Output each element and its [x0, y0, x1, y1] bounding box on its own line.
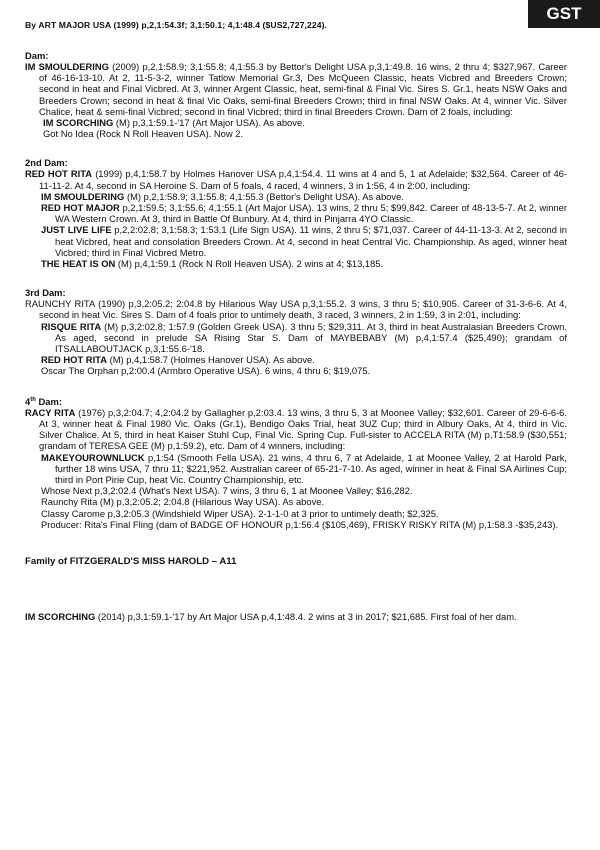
pedigree-entry [25, 168, 567, 190]
horse-name: IM SMOULDERING [41, 190, 125, 202]
fourth-dam-entries [25, 407, 567, 530]
horse-name: RED HOT RITA [41, 354, 107, 366]
horse-name: RED HOT RITA [25, 168, 93, 180]
pedigree-entry [25, 258, 567, 269]
entry-text: Producer: Rita's Final Fling (dam of BADGE OF HONOUR p,1:56.4 ($105,469), FRISKY RISKY RITA (M) p,1:58.3 -$35,243). [41, 518, 559, 530]
entry-text: (1999) p,4,1:58.7 by Holmes Hanover USA p,4,1:54.4. 11 wins at 4 and 5, 1 at Adelaide; $32,564. Career of 46-11-11-2. At 4, second in SA Heroine S. Dam of 5 foals, 4 raced, 4 winners, 3 in 1:56, 4 in 2:00, including: [39, 168, 567, 191]
pedigree-entry [25, 519, 567, 530]
third-dam-entries [25, 298, 567, 376]
entry-text: Oscar The Orphan p,2:00.4 (Armbro Operative USA). 6 wins, 4 thru 6; $19,075. [41, 365, 371, 377]
entry-text: p,2,1:59.5; 3,1:55.6; 4,1:55.1 (Art Major USA). 13 wins, 2 thru 5; $99,842. Career of 48-13-5-7. At 2, winner WA Western Crown. At 3, third in Battle Of Bunbury. At 4, third in Pinjarra 4YO Classic. [55, 202, 567, 225]
horse-name: MAKEYOUROWNLUCK [41, 451, 145, 463]
pedigree-entry [25, 354, 567, 365]
entry-text: p,1:54 (Smooth Fella USA). 21 wins, 4 thru 6, 7 at Adelaide, 1 at Moonee Valley, 2 at Harold Park, further 18 wins USA, 7 thru 11; $221,952. Australian career of 65-21-7-10. As aged, winner in heat & Final SA Airlines Cup; third in Port Pirie Cup, heat Vic. Country Championship, etc. [55, 451, 567, 486]
final-entry-name: IM SCORCHING [25, 611, 96, 623]
horse-name: JUST LIVE LIFE [41, 224, 112, 236]
final-entry-text: (2014) p,3,1:59.1-'17 by Art Major USA p,4,1:48.4. 2 wins at 3 in 2017; $21,685. First foal of her dam. [95, 611, 517, 623]
dam-section [25, 50, 567, 139]
family-line: Family of FITZGERALD'S MISS HAROLD – A11 [25, 556, 237, 568]
entry-text: Classy Carome p,3,2:05.3 (Windshield Wiper USA). 2-1-1-0 at 3 prior to untimely death; $2,325. [41, 507, 439, 519]
second-dam-entries [25, 168, 567, 269]
pedigree-entry [25, 202, 567, 224]
entry-text: Raunchy Rita (M) p,3,2:05.2; 2:04.8 (Hilarious Way USA). As above. [41, 496, 325, 508]
entry-text: (M) p,4,1:59.1 (Rock N Roll Heaven USA). 2 wins at 4; $13,185. [115, 258, 384, 270]
entry-text: p,2,2:02.8; 3,1:58.3; 1:53.1 (Life Sign USA). 11 wins, 2 thru 5; $71,037. Career of 44-11-13-3. At 2, second in heat Vicbred, heat and consolation Breeders Crown. At 4, second in heat Central Vic. Championship. As aged, winner heat Vicbred; third in Final Vicbred Metro. [55, 224, 567, 258]
pedigree-entry [25, 128, 567, 139]
horse-name: RACY RITA [25, 406, 76, 418]
pedigree-entry [25, 365, 567, 376]
horse-name: THE HEAT IS ON [41, 258, 116, 270]
pedigree-entry [25, 224, 567, 258]
pedigree-entry [25, 508, 567, 519]
horse-name: IM SMOULDERING [25, 61, 109, 72]
entry-text: (2009) p,2,1:58.9; 3,1:55.8; 4,1:55.3 by Bettor's Delight USA p,3,1:49.8. 16 wins, 2 thru 4; $327,967. Career of 46-16-13-10. At 2, 11-5-3-2, winner Tatlow Memorial Gr.3, Des McQueen Classic, heats Vicbred and Breeders Crown; second in heat and Final Vicbred. At 3, winner Argent Classic, heat, semi-final & Final Vic. Sires S. Gr.1, heats NSW Oaks and Breeders Crown; second in heat & final Vic Oaks, semi-final Breeders Crown; third in final NSW Oaks. At 4, winner Vic. Silver Chalice, heat & semi-final Vicbred; second in final Vicbred; third in final Breeders Crown. Dam of 2 foals, including: [39, 61, 567, 117]
fourth-dam-heading-rest: Dam: [35, 395, 62, 407]
dam-heading: Dam: [25, 50, 49, 61]
fourth-dam-heading-num: 4 [25, 395, 31, 407]
pedigree-entry [25, 321, 567, 355]
third-dam-section [25, 287, 567, 376]
final-entry [25, 611, 567, 622]
fourth-dam-heading [25, 395, 567, 407]
entry-text: (M) p,3,1:59.1-'17 (Art Major USA). As above. [113, 117, 305, 129]
pedigree-entry [25, 496, 567, 507]
entry-text: RAUNCHY RITA (1990) p,3,2:05.2; 2:04.8 by Hilarious Way USA p,3,1:55.2. 3 wins, 3 thru 5; $10,905. Career of 31-3-6-6. At 4, second in heat Vic. Sires S. Dam of 4 foals prior to untimely death, 3 raced, 3 winners, 2 in 1:59, 3 in 2:01, including: [25, 298, 567, 321]
dam-entries [25, 61, 567, 139]
third-dam-heading: 3rd Dam: [25, 287, 66, 299]
horse-name: RED HOT MAJOR [41, 202, 120, 214]
entry-text: Whose Next p,3,2:02.4 (What's Next USA). 7 wins, 3 thru 6, 1 at Moonee Valley; $16,282. [41, 485, 413, 497]
entry-text: (1976) p,3,2:04.7; 4,2:04.2 by Gallagher p,2:03.4. 13 wins, 3 thru 5, 3 at Moonee Valley; $32,601. Career of 29-6-6-6. At 3, winner heat & Final 1980 Vic. Oaks (Gr.1), Bendigo Oaks Trial, heat 3UZ Cup; third in Albury Oaks, At 4, third in Vic. Silver Chalice. At 5, third in heat Kaiser Stuhl Cup, Final Vic. Spring Cup. Full-sister to ACCELA RITA (M) p,T1:58.9 ($30,551; grandam of TERESA GEE (M) p,1:59.2), etc. Dam of 4 winners, including: [39, 406, 567, 452]
entry-text: (M) p,4,1:58.7 (Holmes Hanover USA). As above. [106, 354, 315, 366]
entry-text: (M) p,3,2:02.8; 1:57.9 (Golden Greek USA). 3 thru 5; $29,311. At 3, third in heat Australasian Breeders Crown. As aged, second in prelude SA Rising Star S. Dam of MAYBEBABY (M) p,4,1:57.4 ($25,490); grandam of ITSALLABOUTJACK p,3,1:55.6-'18. [55, 320, 567, 355]
sire-line: By ART MAJOR USA (1999) p,2,1:54.3f; 3,1:50.1; 4,1:48.4 ($US2,727,224). [25, 20, 328, 30]
pedigree-entry [25, 485, 567, 496]
pedigree-entry [25, 117, 567, 128]
pedigree-page [25, 20, 567, 622]
entry-text: Got No Idea (Rock N Roll Heaven USA). Now 2. [43, 128, 244, 140]
second-dam-heading: 2nd Dam: [25, 157, 68, 169]
second-dam-section [25, 157, 567, 269]
pedigree-entry [25, 191, 567, 202]
pedigree-entry [25, 407, 567, 452]
entry-text: (M) p,2,1:58.9; 3,1:55.8; 4,1:55.3 (Bettor's Delight USA). As above. [124, 190, 404, 202]
horse-name: IM SCORCHING [43, 117, 114, 129]
pedigree-entry [25, 298, 567, 320]
gst-badge: GST [528, 0, 600, 28]
fourth-dam-heading-sup: th [30, 396, 36, 403]
pedigree-entry [25, 61, 567, 117]
horse-name: RISQUE RITA [41, 320, 102, 332]
fourth-dam-section [25, 395, 567, 530]
pedigree-entry [25, 452, 567, 486]
